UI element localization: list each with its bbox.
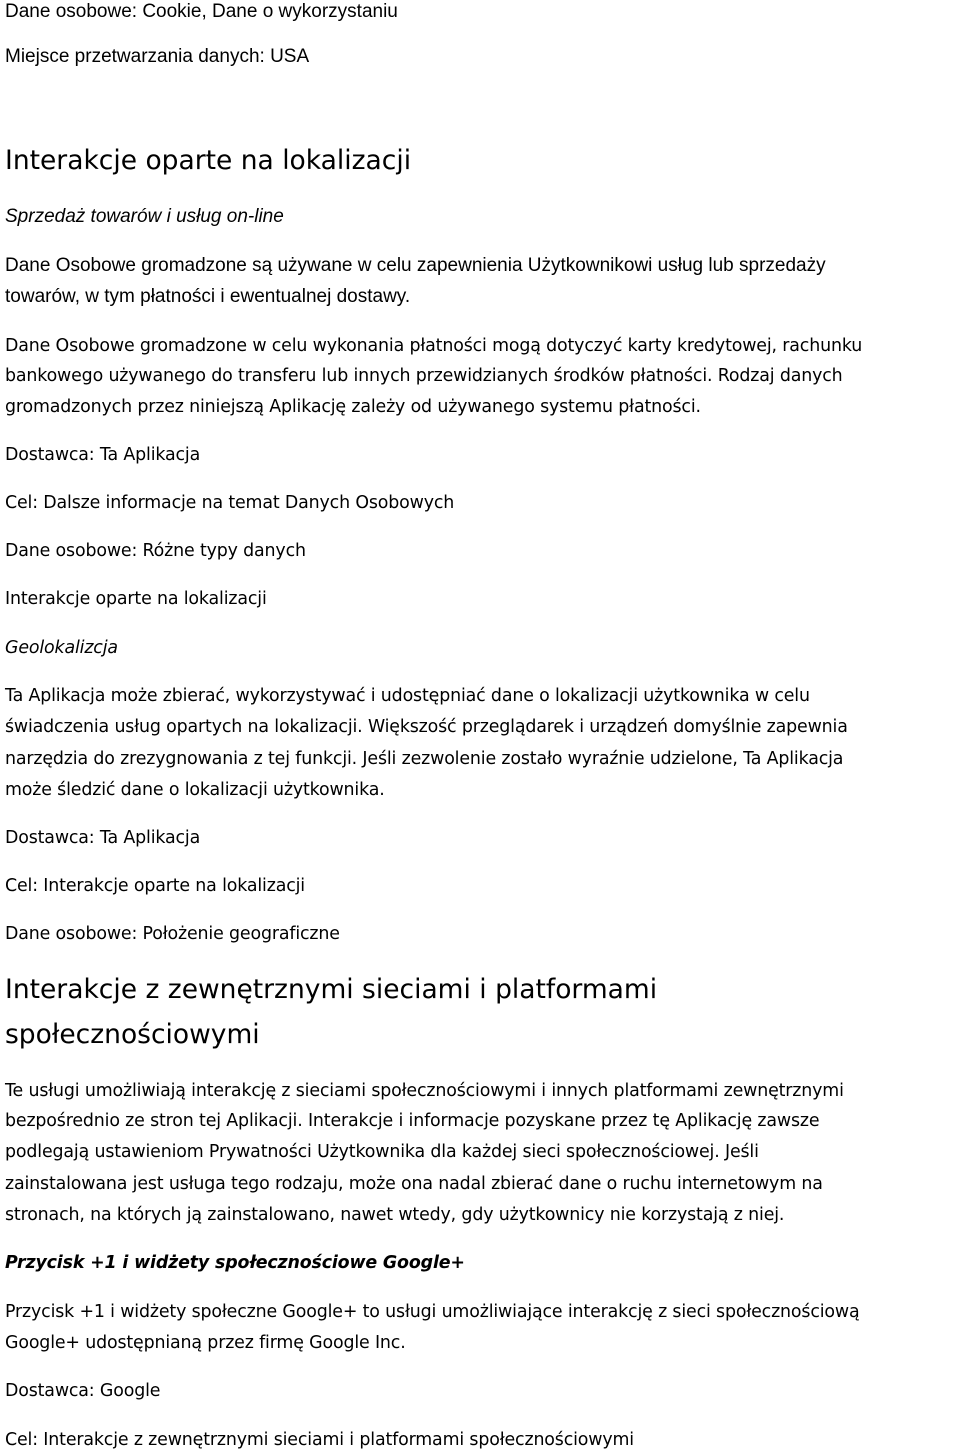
paragraph-line: Dane Osobowe gromadzone są używane w celu zapewnienia Użytkownikowi usług lub sprzedaży	[5, 255, 826, 276]
paragraph-line: bezpośrednio ze stron tej Aplikacji. Interakcje i informacje pozyskane przez tę Aplikację zawsze	[5, 1111, 820, 1131]
paragraph-line: bankowego używanego do transferu lub innych przewidzianych środków płatności. Rodzaj danych	[5, 366, 843, 386]
purpose-line: Cel: Interakcje z zewnętrznymi sieciami i platformami społecznościowymi	[5, 1430, 634, 1450]
paragraph-line: może śledzić dane o lokalizacji użytkownika.	[5, 780, 385, 800]
subsection-title-online-sales: Sprzedaż towarów i usług on-line	[5, 206, 284, 227]
section-heading-social-networks: Interakcje z zewnętrznymi sieciami i platformami	[5, 974, 658, 1005]
paragraph-line: narzędzia do zrezygnowania z tej funkcji. Jeśli zezwolenie zostało wyraźnie udzielone, Ta Aplikacja	[5, 749, 844, 769]
personal-data-line: Dane osobowe: Cookie, Dane o wykorzystaniu	[5, 1, 398, 22]
paragraph-line: świadczenia usług opartych na lokalizacji. Większość przeglądarek i urządzeń domyślnie zapewnia	[5, 717, 848, 737]
section-heading-social-networks-cont: społecznościowymi	[5, 1019, 260, 1050]
personal-data-type-line: Dane osobowe: Różne typy danych	[5, 541, 306, 561]
paragraph-line: Google+ udostępnianą przez firmę Google Inc.	[5, 1333, 406, 1353]
paragraph-line: Ta Aplikacja może zbierać, wykorzystywać i udostępniać dane o lokalizacji użytkownika w celu	[5, 686, 810, 706]
section-heading-location-interactions: Interakcje oparte na lokalizacji	[5, 145, 412, 176]
paragraph-line: podlegają ustawieniom Prywatności Użytkownika dla każdej sieci społecznościowej. Jeśli	[5, 1142, 759, 1162]
processing-location-line: Miejsce przetwarzania danych: USA	[5, 46, 310, 67]
purpose-line: Cel: Dalsze informacje na temat Danych Osobowych	[5, 493, 455, 513]
paragraph-line: Dane Osobowe gromadzone w celu wykonania płatności mogą dotyczyć karty kredytowej, rachunku	[5, 336, 863, 356]
purpose-line: Cel: Interakcje oparte na lokalizacji	[5, 876, 305, 896]
paragraph-line: Te usługi umożliwiają interakcję z sieciami społecznościowymi i innych platformami zewnętrznymi	[5, 1081, 844, 1101]
provider-line: Dostawca: Ta Aplikacja	[5, 828, 201, 848]
paragraph-line: stronach, na których ją zainstalowano, nawet wtedy, gdy użytkownicy nie korzystają z niej.	[5, 1205, 785, 1225]
paragraph-line: Przycisk +1 i widżety społeczne Google+ to usługi umożliwiające interakcję z sieci społecznościową	[5, 1302, 860, 1322]
paragraph-line: zainstalowana jest usługa tego rodzaju, może ona nadal zbierać dane o ruchu internetowym na	[5, 1174, 823, 1194]
paragraph-line: gromadzonych przez niniejszą Aplikację zależy od używanego systemu płatności.	[5, 397, 701, 417]
category-line: Interakcje oparte na lokalizacji	[5, 589, 267, 609]
subsection-title-google-plus: Przycisk +1 i widżety społecznościowe Google+	[5, 1253, 465, 1273]
paragraph-line: towarów, w tym płatności i ewentualnej dostawy.	[5, 286, 411, 307]
provider-line: Dostawca: Google	[5, 1381, 161, 1401]
provider-line: Dostawca: Ta Aplikacja	[5, 445, 201, 465]
subsection-title-geolocation: Geolokalizcja	[5, 638, 118, 658]
personal-data-type-line: Dane osobowe: Położenie geograficzne	[5, 924, 340, 944]
